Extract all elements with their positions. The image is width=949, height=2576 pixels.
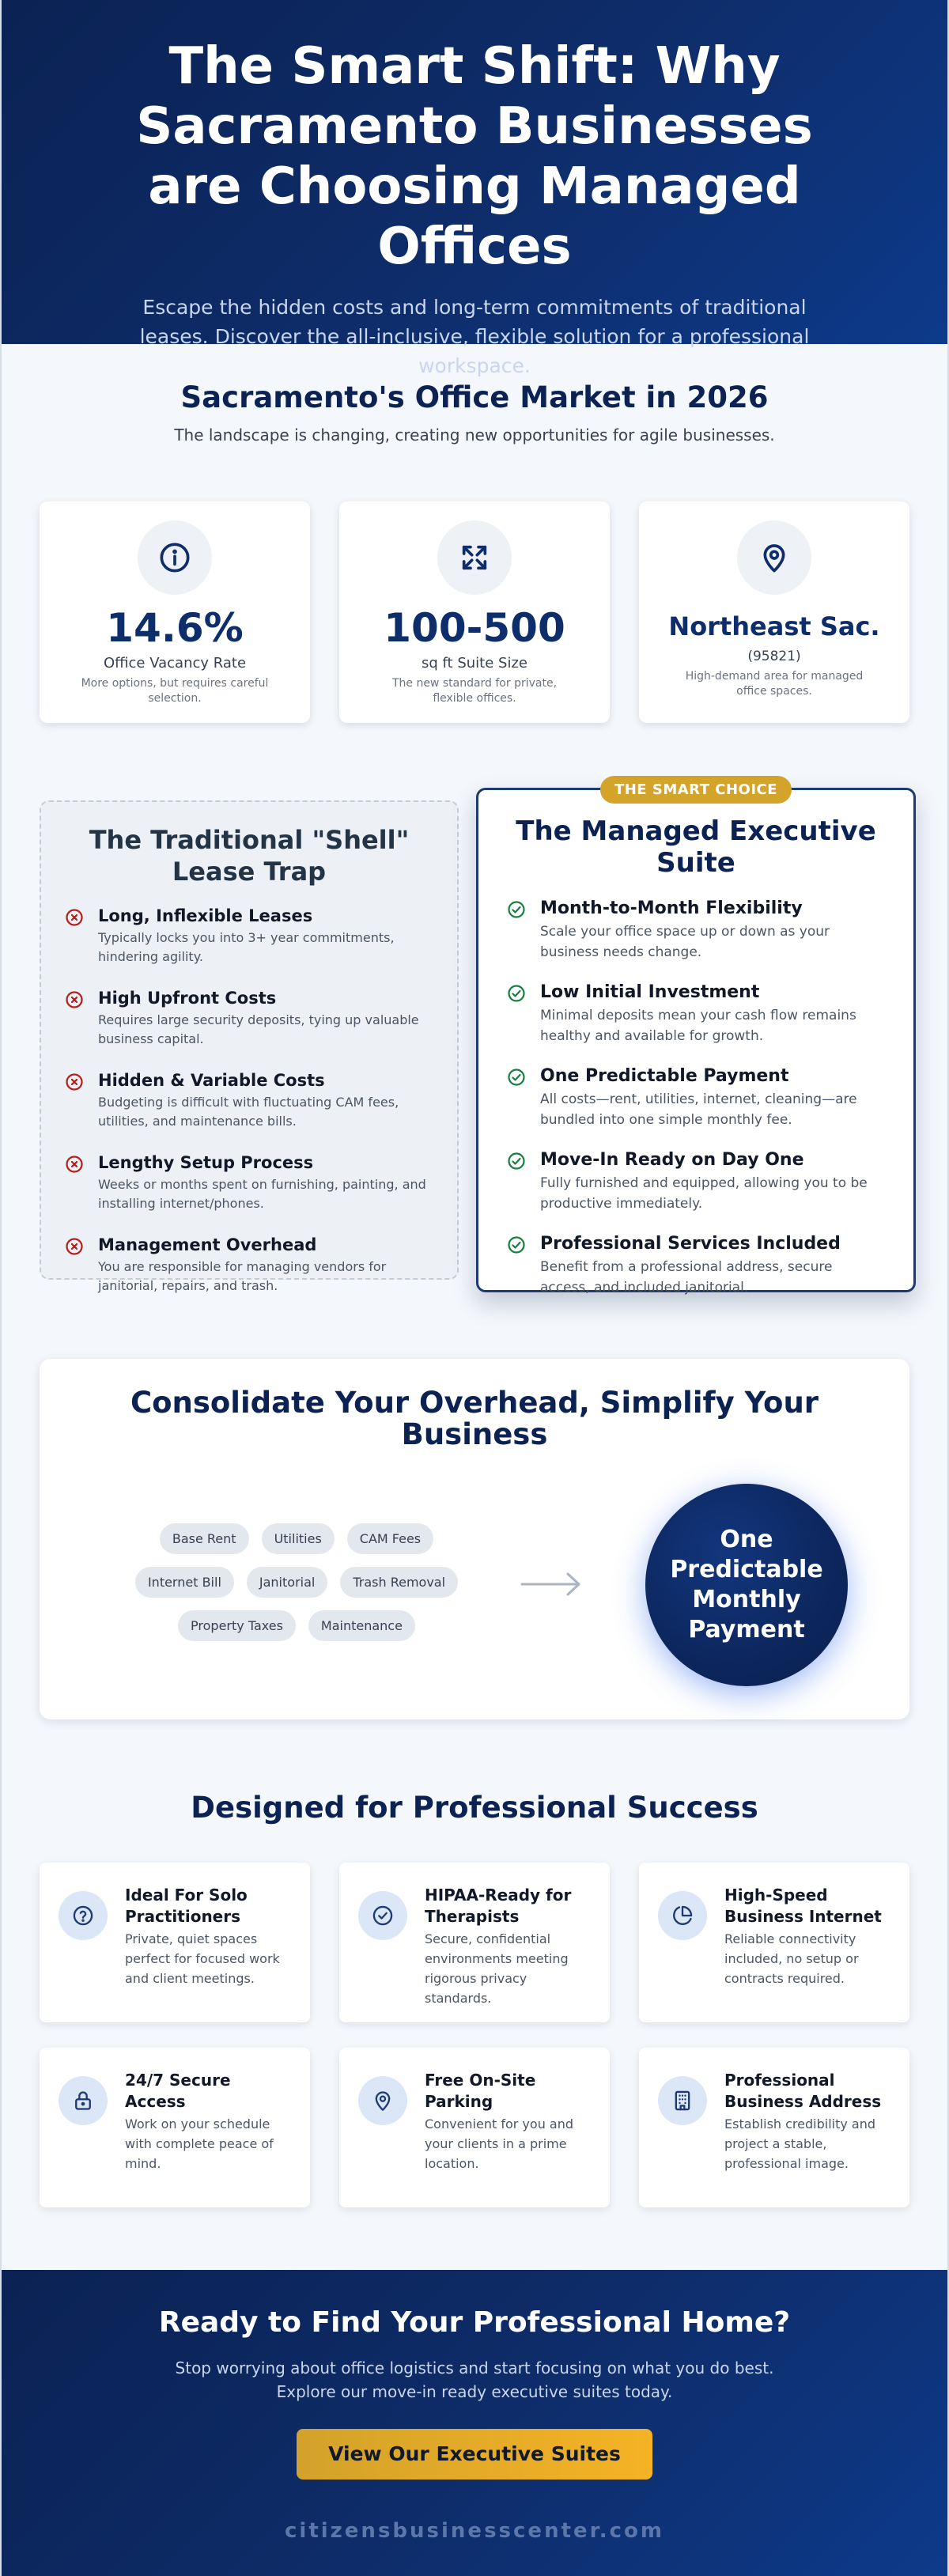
market-section: [2, 344, 947, 723]
list-item: [507, 1150, 885, 1214]
stat-label: (95821): [747, 649, 801, 664]
tag-row: [119, 1523, 475, 1554]
pie-chart-icon: [658, 1891, 707, 1940]
arrow-right-icon: [519, 1568, 584, 1600]
stat-description: High-demand area for managed office spaces.: [685, 670, 864, 698]
stat-label: sq ft Suite Size: [422, 655, 527, 671]
check-circle-icon: [507, 1152, 526, 1171]
card-description: Secure, confidential environments meeting rigorous privacy standards.: [425, 1931, 569, 2006]
cost-tag: Utilities: [262, 1523, 335, 1554]
managed-title: The Managed Executive Suite: [516, 815, 876, 879]
x-circle-icon: [65, 990, 84, 1009]
card-title: High-Speed Business Internet: [724, 1886, 882, 1926]
item-description: Budgeting is difficult with fluctuating CAM fees, utilities, and maintenance bills.: [98, 1095, 399, 1129]
consolidate-title: Consolidate Your Overhead, Simplify Your Business: [130, 1386, 819, 1451]
x-circle-icon: [65, 1237, 84, 1256]
stat-label: Office Vacancy Rate: [103, 655, 247, 671]
stat-card-vacancy: [40, 501, 310, 723]
card-description: Reliable connectivity included, no setup or contracts required.: [724, 1931, 859, 1986]
view-suites-button[interactable]: View Our Executive Suites: [297, 2429, 652, 2480]
feature-card: [639, 1863, 909, 2022]
feature-card: [40, 1863, 310, 2022]
features-grid: [40, 1863, 909, 2207]
card-title: Free On-Site Parking: [425, 2071, 536, 2111]
item-title: Month-to-Month Flexibility: [540, 898, 803, 918]
list-item: [507, 1234, 885, 1298]
card-description: Work on your schedule with complete peace of mind.: [125, 2116, 274, 2171]
item-title: Lengthy Setup Process: [98, 1153, 314, 1172]
item-title: Professional Services Included: [540, 1234, 841, 1254]
item-title: High Upfront Costs: [98, 989, 277, 1008]
card-title: HIPAA-Ready for Therapists: [425, 1886, 572, 1926]
item-description: All costs—rent, utilities, internet, cleaning—are bundled into one simple monthly fee.: [540, 1091, 857, 1128]
item-title: Hidden & Variable Costs: [98, 1071, 325, 1090]
map-pin-icon: [358, 2076, 407, 2125]
feature-card: [339, 1863, 610, 2022]
item-description: Benefit from a professional address, secure access, and included janitorial.: [540, 1259, 833, 1296]
features-title: Designed for Professional Success: [191, 1791, 758, 1825]
feature-card: [639, 2048, 909, 2207]
list-item: [507, 1066, 885, 1130]
list-item: [65, 906, 433, 966]
feature-card: [339, 2048, 610, 2207]
stats-row: [40, 501, 909, 723]
stat-value: 14.6%: [106, 605, 244, 651]
map-pin-icon: [737, 520, 811, 595]
cta-title: Ready to Find Your Professional Home?: [158, 2306, 791, 2339]
traditional-title: The Traditional "Shell" Lease Trap: [89, 825, 410, 887]
card-description: Establish credibility and project a stable, professional image.: [724, 2116, 876, 2171]
item-description: Typically locks you into 3+ year commitments, hindering agility.: [98, 930, 395, 964]
item-title: Low Initial Investment: [540, 982, 760, 1002]
stat-description: The new standard for private, flexible offices.: [391, 677, 558, 705]
feature-card: [40, 2048, 310, 2207]
cost-tag: CAM Fees: [347, 1523, 433, 1554]
x-circle-icon: [65, 1072, 84, 1091]
stat-card-location: [639, 501, 909, 723]
lock-icon: [59, 2076, 108, 2125]
check-circle-icon: [507, 1235, 526, 1254]
list-item: [65, 989, 433, 1049]
features-section: [2, 1719, 947, 2207]
market-title: Sacramento's Office Market in 2026: [180, 380, 769, 414]
check-circle-icon: [507, 984, 526, 1003]
cta-section: [2, 2270, 947, 2576]
market-subtitle: The landscape is changing, creating new opportunities for agile businesses.: [174, 426, 775, 444]
question-icon: [59, 1891, 108, 1940]
item-description: Weeks or months spent on furnishing, painting, and installing internet/phones.: [98, 1177, 426, 1211]
stat-card-suite-size: [339, 501, 610, 723]
card-title: Ideal For Solo Practitioners: [125, 1886, 248, 1926]
check-circle-icon: [358, 1891, 407, 1940]
cost-tag: Internet Bill: [135, 1567, 234, 1598]
expand-icon: [437, 520, 512, 595]
tag-row: [119, 1610, 475, 1641]
list-item: [507, 898, 885, 963]
smart-choice-badge: THE SMART CHOICE: [600, 776, 792, 804]
card-title: 24/7 Secure Access: [125, 2071, 231, 2111]
x-circle-icon: [65, 908, 84, 927]
website-url: citizensbusinesscenter.com: [285, 2519, 664, 2543]
card-title: Professional Business Address: [724, 2071, 882, 2111]
list-item: [65, 1071, 433, 1131]
card-description: Private, quiet spaces perfect for focused work and client meetings.: [125, 1931, 280, 1986]
stat-description: More options, but requires careful selection.: [81, 677, 269, 705]
item-description: Requires large security deposits, tying up valuable business capital.: [98, 1012, 419, 1046]
item-description: Minimal deposits mean your cash flow remains healthy and available for growth.: [540, 1008, 856, 1044]
list-item: [65, 1153, 433, 1213]
managed-suite-panel: [476, 781, 916, 1296]
check-circle-icon: [507, 900, 526, 919]
hero-title: The Smart Shift: Why Sacramento Businesses are Choosing Managed Offices: [136, 37, 813, 276]
item-description: Scale your office space up or down as your business needs change.: [540, 924, 830, 960]
hero-subtitle: Escape the hidden costs and long-term commitments of traditional leases. Discover the all-inclusive, flexible solution for a professional workspace.: [139, 296, 810, 377]
item-title: One Predictable Payment: [540, 1066, 789, 1086]
list-item: [65, 1235, 433, 1296]
check-circle-icon: [507, 1068, 526, 1087]
stat-value: Northeast Sac.: [668, 611, 880, 641]
item-description: You are responsible for managing vendors for janitorial, repairs, and trash.: [98, 1259, 387, 1293]
cost-tag: Trash Removal: [340, 1567, 458, 1598]
cta-text: Stop worrying about office logistics and start focusing on what you do best. Explore our move-in ready executive suites today.: [175, 2358, 774, 2401]
cost-tag: Janitorial: [247, 1567, 327, 1598]
item-title: Move-In Ready on Day One: [540, 1150, 804, 1170]
list-item: [507, 982, 885, 1046]
stat-value: 100-500: [384, 605, 565, 651]
building-icon: [658, 2076, 707, 2125]
item-title: Long, Inflexible Leases: [98, 906, 313, 925]
cost-tag: Base Rent: [160, 1523, 249, 1554]
hero-section: [2, 0, 947, 377]
comparison-section: [33, 781, 916, 1296]
consolidate-section: [40, 1359, 909, 1719]
info-icon: [138, 520, 212, 595]
cost-tags: [119, 1523, 475, 1654]
cost-tag: Property Taxes: [178, 1610, 296, 1641]
cost-tag: Maintenance: [308, 1610, 415, 1641]
item-description: Fully furnished and equipped, allowing you to be productive immediately.: [540, 1175, 868, 1212]
traditional-lease-panel: [40, 800, 459, 1293]
one-payment-bubble: One Predictable Monthly Payment: [645, 1484, 848, 1686]
x-circle-icon: [65, 1155, 84, 1174]
item-title: Management Overhead: [98, 1235, 317, 1254]
tag-row: [119, 1567, 475, 1598]
card-description: Convenient for you and your clients in a prime location.: [425, 2116, 574, 2171]
